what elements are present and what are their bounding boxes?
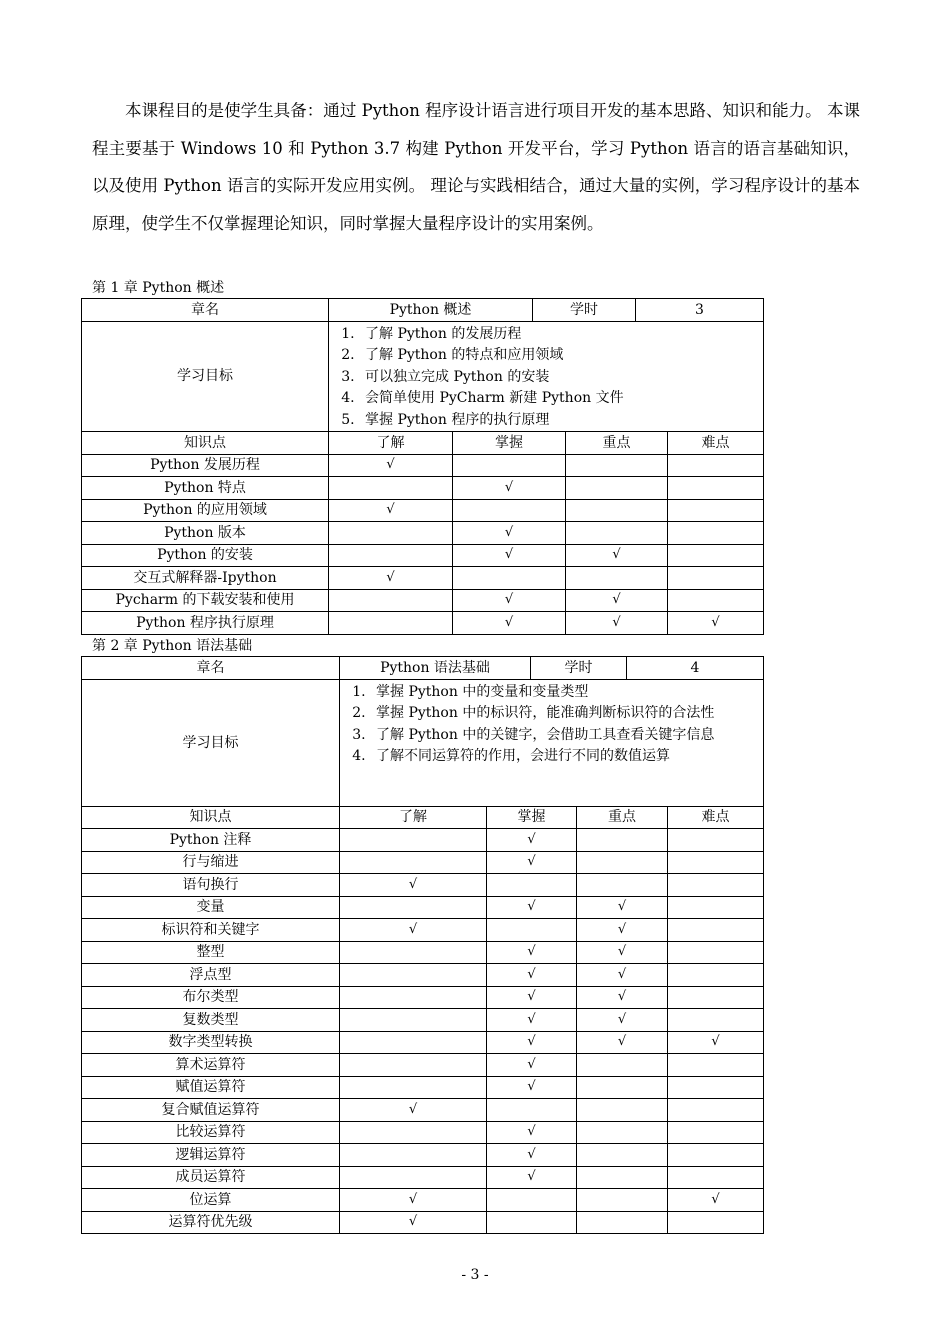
topic-cell: 逻辑运算符	[82, 1144, 340, 1167]
key-cell	[577, 1189, 668, 1212]
master-cell: √	[453, 522, 566, 545]
header-understand: 了解	[340, 806, 487, 829]
key-cell	[577, 1121, 668, 1144]
goal-item: 3. 了解 Python 中的关键字，会借助工具查看关键字信息	[370, 725, 757, 747]
goal-item: 2. 掌握 Python 中的标识符，能准确判断标识符的合法性	[370, 703, 757, 725]
hard-cell	[668, 919, 764, 942]
chapter-name: Python 概述	[329, 299, 533, 322]
hard-cell	[668, 589, 764, 612]
understand-cell	[340, 1121, 487, 1144]
topic-cell: 标识符和关键字	[82, 919, 340, 942]
understand-cell: √	[329, 567, 453, 590]
key-cell	[577, 851, 668, 874]
goal-item: 4. 了解不同运算符的作用，会进行不同的数值运算	[370, 746, 757, 768]
goals-cell	[329, 321, 764, 432]
master-cell: √	[487, 1166, 577, 1189]
knowledge-row	[82, 1009, 764, 1032]
label-goals: 学习目标	[82, 321, 329, 432]
knowledge-row	[82, 589, 764, 612]
hard-cell	[668, 567, 764, 590]
hard-cell	[668, 1009, 764, 1032]
master-cell: √	[487, 1076, 577, 1099]
master-cell: √	[453, 544, 566, 567]
knowledge-row	[82, 1211, 764, 1234]
knowledge-row	[82, 1166, 764, 1189]
understand-cell: √	[340, 1211, 487, 1234]
key-cell: √	[577, 964, 668, 987]
knowledge-row	[82, 454, 764, 477]
master-cell	[487, 1211, 577, 1234]
master-cell: √	[487, 941, 577, 964]
header-row	[82, 806, 764, 829]
understand-cell: √	[340, 1099, 487, 1122]
master-cell: √	[487, 851, 577, 874]
knowledge-row	[82, 896, 764, 919]
knowledge-row	[82, 522, 764, 545]
master-cell	[453, 567, 566, 590]
key-cell: √	[577, 941, 668, 964]
master-cell	[487, 1189, 577, 1212]
key-cell: √	[577, 1031, 668, 1054]
hard-cell	[668, 1144, 764, 1167]
goal-item: 3. 可以独立完成 Python 的安装	[359, 367, 757, 389]
understand-cell	[340, 829, 487, 852]
knowledge-row	[82, 612, 764, 635]
knowledge-row	[82, 1054, 764, 1077]
understand-cell: √	[340, 874, 487, 897]
header-topic: 知识点	[82, 806, 340, 829]
hard-cell	[668, 1076, 764, 1099]
goal-item: 1. 掌握 Python 中的变量和变量类型	[370, 682, 757, 704]
chapter-2-caption: 第 2 章 Python 语法基础	[92, 638, 253, 654]
knowledge-row	[82, 544, 764, 567]
understand-cell	[340, 851, 487, 874]
topic-cell: 位运算	[82, 1189, 340, 1212]
topic-cell: 赋值运算符	[82, 1076, 340, 1099]
master-cell: √	[487, 1054, 577, 1077]
header-key: 重点	[577, 806, 668, 829]
hard-cell	[668, 964, 764, 987]
master-cell	[487, 874, 577, 897]
knowledge-row	[82, 1144, 764, 1167]
understand-cell	[329, 544, 453, 567]
hard-cell	[668, 941, 764, 964]
goal-item: 1. 了解 Python 的发展历程	[359, 324, 757, 346]
knowledge-row	[82, 1031, 764, 1054]
master-cell	[487, 1099, 577, 1122]
knowledge-row	[82, 567, 764, 590]
hard-cell	[668, 986, 764, 1009]
key-cell: √	[566, 544, 668, 567]
understand-cell	[340, 1166, 487, 1189]
hard-cell	[668, 829, 764, 852]
knowledge-row	[82, 499, 764, 522]
master-cell: √	[453, 612, 566, 635]
key-cell	[577, 1099, 668, 1122]
chapter-name: Python 语法基础	[340, 657, 531, 680]
key-cell	[566, 477, 668, 500]
understand-cell	[329, 612, 453, 635]
goal-item: 4. 会简单使用 PyCharm 新建 Python 文件	[359, 388, 757, 410]
key-cell	[577, 1076, 668, 1099]
hard-cell	[668, 544, 764, 567]
goals-row	[82, 321, 764, 432]
chapter-2-table	[81, 656, 764, 1234]
hard-cell	[668, 874, 764, 897]
chapter-1-caption: 第 1 章 Python 概述	[92, 280, 225, 296]
master-cell: √	[453, 589, 566, 612]
hard-cell	[668, 851, 764, 874]
topic-cell: 布尔类型	[82, 986, 340, 1009]
hard-cell	[668, 454, 764, 477]
topic-cell: Python 注释	[82, 829, 340, 852]
header-hard: 难点	[668, 432, 764, 455]
master-cell: √	[487, 964, 577, 987]
topic-cell: 复合赋值运算符	[82, 1099, 340, 1122]
key-cell	[566, 522, 668, 545]
topic-cell: Python 程序执行原理	[82, 612, 329, 635]
topic-cell: 数字类型转换	[82, 1031, 340, 1054]
knowledge-row	[82, 919, 764, 942]
hard-cell	[668, 499, 764, 522]
chapter-hours: 3	[636, 299, 764, 322]
topic-cell: 复数类型	[82, 1009, 340, 1032]
header-key: 重点	[566, 432, 668, 455]
key-cell	[577, 874, 668, 897]
master-cell: √	[487, 1009, 577, 1032]
hard-cell	[668, 477, 764, 500]
topic-cell: Python 特点	[82, 477, 329, 500]
master-cell	[453, 454, 566, 477]
topic-cell: 交互式解释器-Ipython	[82, 567, 329, 590]
label-goals: 学习目标	[82, 679, 340, 806]
chapter-1-table	[81, 298, 764, 635]
knowledge-row	[82, 1121, 764, 1144]
key-cell	[577, 829, 668, 852]
header-hard: 难点	[668, 806, 764, 829]
label-hours: 学时	[533, 299, 636, 322]
key-cell	[577, 1054, 668, 1077]
knowledge-row	[82, 1076, 764, 1099]
knowledge-row	[82, 477, 764, 500]
understand-cell: √	[329, 499, 453, 522]
knowledge-row	[82, 964, 764, 987]
master-cell	[487, 919, 577, 942]
hard-cell	[668, 896, 764, 919]
understand-cell: √	[329, 454, 453, 477]
key-cell: √	[566, 589, 668, 612]
label-chapter: 章名	[82, 299, 329, 322]
page-number: - 3 -	[461, 1267, 489, 1283]
understand-cell	[340, 964, 487, 987]
understand-cell	[340, 1009, 487, 1032]
key-cell: √	[577, 896, 668, 919]
key-cell	[577, 1144, 668, 1167]
understand-cell	[340, 1031, 487, 1054]
topic-cell: 整型	[82, 941, 340, 964]
understand-cell: √	[340, 1189, 487, 1212]
knowledge-row	[82, 1189, 764, 1212]
knowledge-row	[82, 1099, 764, 1122]
header-topic: 知识点	[82, 432, 329, 455]
topic-cell: 比较运算符	[82, 1121, 340, 1144]
understand-cell	[340, 1076, 487, 1099]
course-intro-paragraph: 本课程目的是使学生具备：通过 Python 程序设计语言进行项目开发的基本思路、知识和能力。 本课程主要基于 Windows 10 和 Python 3.7 构建 Python 开发平台，学习 Python 语言的语言基础知识，以及使用 Python 语言的实际开发应用实例。 理论与实践相结合，通过大量的实例，学习程序设计的基本原理，使学生不仅掌握理论知识，同时掌握大量程序设计的实用案例。	[92, 101, 860, 233]
topic-cell: Python 的应用领域	[82, 499, 329, 522]
chapter-name-row	[82, 657, 764, 680]
topic-cell: 成员运算符	[82, 1166, 340, 1189]
knowledge-row	[82, 941, 764, 964]
hard-cell	[668, 1054, 764, 1077]
knowledge-row	[82, 829, 764, 852]
topic-cell: 浮点型	[82, 964, 340, 987]
master-cell: √	[487, 1121, 577, 1144]
goals-list	[335, 324, 757, 432]
topic-cell: Python 版本	[82, 522, 329, 545]
hard-cell	[668, 522, 764, 545]
key-cell: √	[577, 919, 668, 942]
understand-cell	[329, 522, 453, 545]
master-cell: √	[487, 829, 577, 852]
topic-cell: Python 发展历程	[82, 454, 329, 477]
hard-cell	[668, 1166, 764, 1189]
key-cell	[577, 1211, 668, 1234]
master-cell: √	[453, 477, 566, 500]
hard-cell	[668, 1211, 764, 1234]
master-cell: √	[487, 986, 577, 1009]
topic-cell: Python 的安装	[82, 544, 329, 567]
understand-cell: √	[340, 919, 487, 942]
understand-cell	[340, 986, 487, 1009]
label-chapter: 章名	[82, 657, 340, 680]
header-row	[82, 432, 764, 455]
hard-cell	[668, 1099, 764, 1122]
topic-cell: 行与缩进	[82, 851, 340, 874]
key-cell: √	[566, 612, 668, 635]
understand-cell	[329, 589, 453, 612]
topic-cell: 语句换行	[82, 874, 340, 897]
goals-row	[82, 679, 764, 806]
goals-list	[346, 682, 757, 768]
topic-cell: Pycharm 的下载安装和使用	[82, 589, 329, 612]
understand-cell	[340, 1054, 487, 1077]
topic-cell: 算术运算符	[82, 1054, 340, 1077]
topic-cell: 变量	[82, 896, 340, 919]
goal-item: 5. 掌握 Python 程序的执行原理	[359, 410, 757, 432]
topic-cell: 运算符优先级	[82, 1211, 340, 1234]
header-master: 掌握	[453, 432, 566, 455]
key-cell	[566, 567, 668, 590]
understand-cell	[340, 896, 487, 919]
key-cell	[566, 499, 668, 522]
master-cell	[453, 499, 566, 522]
goals-cell	[340, 679, 764, 806]
chapter-hours: 4	[627, 657, 764, 680]
header-master: 掌握	[487, 806, 577, 829]
header-understand: 了解	[329, 432, 453, 455]
key-cell	[566, 454, 668, 477]
label-hours: 学时	[531, 657, 627, 680]
knowledge-row	[82, 986, 764, 1009]
goal-item: 2. 了解 Python 的特点和应用领域	[359, 345, 757, 367]
chapter-name-row	[82, 299, 764, 322]
key-cell: √	[577, 986, 668, 1009]
hard-cell: √	[668, 612, 764, 635]
understand-cell	[340, 1144, 487, 1167]
master-cell: √	[487, 1144, 577, 1167]
hard-cell	[668, 1121, 764, 1144]
hard-cell: √	[668, 1189, 764, 1212]
key-cell	[577, 1166, 668, 1189]
master-cell: √	[487, 1031, 577, 1054]
understand-cell	[340, 941, 487, 964]
understand-cell	[329, 477, 453, 500]
key-cell: √	[577, 1009, 668, 1032]
knowledge-row	[82, 851, 764, 874]
hard-cell: √	[668, 1031, 764, 1054]
knowledge-row	[82, 874, 764, 897]
master-cell: √	[487, 896, 577, 919]
